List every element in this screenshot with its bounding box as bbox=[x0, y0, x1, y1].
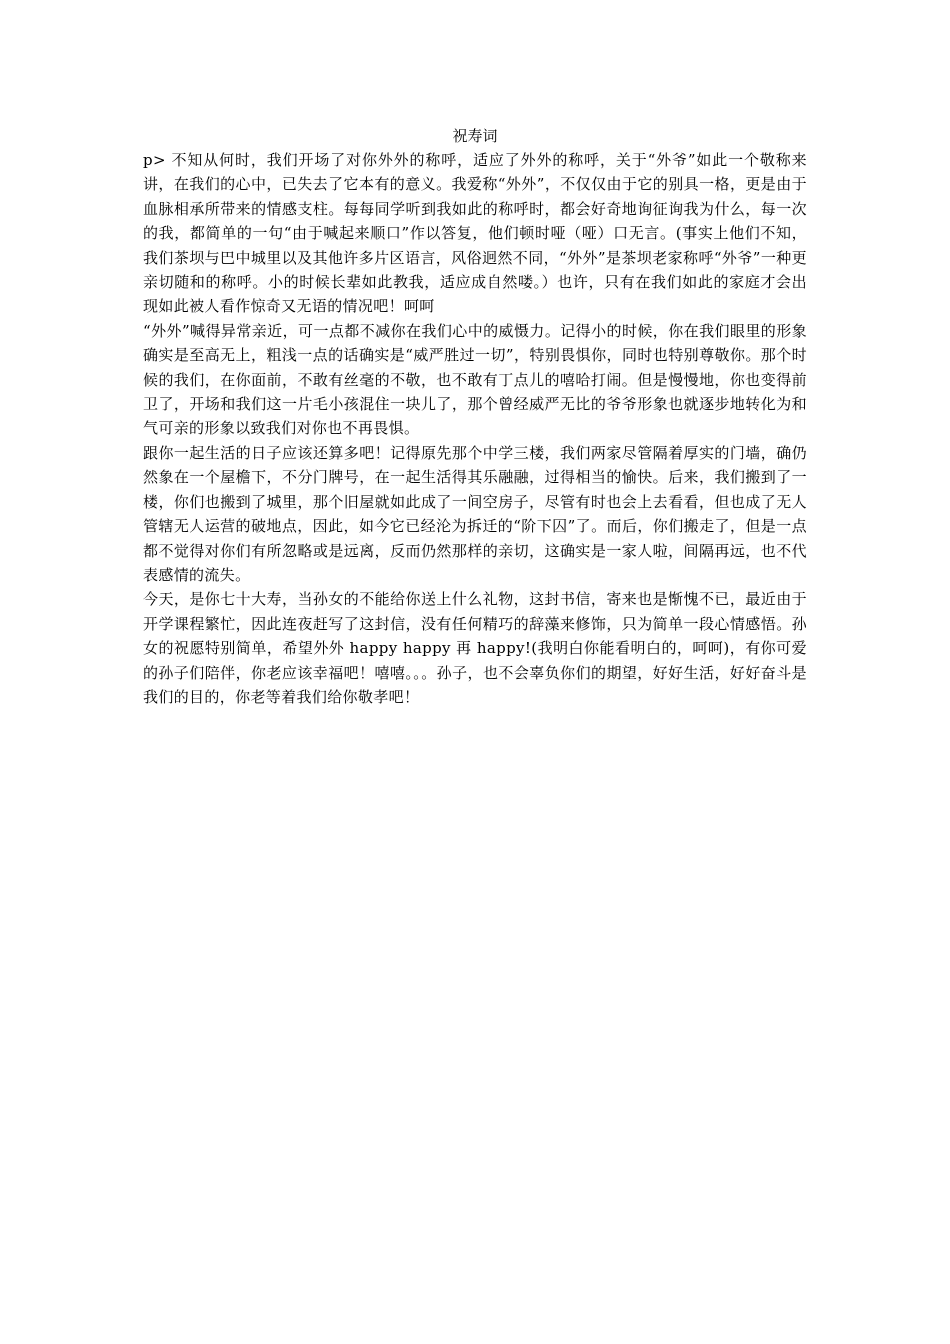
document-page bbox=[143, 124, 807, 709]
paragraph-1: p> 不知从何时，我们开场了对你外外的称呼，适应了外外的称呼，关于“外爷”如此一个敬称来讲，在我们的心中，已失去了它本有的意义。我爱称“外外”，不仅仅由于它的别具一格，更是由于血脉相承所带来的情感支柱。每每同学听到我如此的称呼时，都会好奇地询征询我为什么，每一次的我，都简单的一句“由于喊起来顺口”作以答复，他们顿时哑（哑）口无言。(事实上他们不知，我们茶坝与巴中城里以及其他许多片区语言，风俗迥然不同，“外外”是茶坝老家称呼“外爷”一种更亲切随和的称呼。小的时候长辈如此教我，适应成自然喽。）也许，只有在我们如此的家庭才会出现如此被人看作惊奇又无语的情况吧！呵呵 bbox=[143, 151, 807, 316]
paragraph-3: 跟你一起生活的日子应该还算多吧！记得原先那个中学三楼，我们两家尽管隔着厚实的门墙，确仍然象在一个屋檐下，不分门牌号，在一起生活得其乐融融，过得相当的愉快。后来，我们搬到了一楼，你们也搬到了城里，那个旧屋就如此成了一间空房子，尽管有时也会上去看看，但也成了无人管辖无人运营的破地点，因此，如今它已经沦为拆迁的“阶下囚”了。而后，你们搬走了，但是一点都不觉得对你们有所忽略或是远离，反而仍然那样的亲切，这确实是一家人啦，间隔再远，也不代表感情的流失。 bbox=[143, 443, 807, 584]
paragraph-2: “外外”喊得异常亲近，可一点都不减你在我们心中的威慑力。记得小的时候，你在我们眼里的形象确实是至高无上，粗浅一点的话确实是“威严胜过一切”，特别畏惧你，同时也特别尊敬你。那个时候的我们，在你面前，不敢有丝毫的不敬，也不敢有丁点儿的嘻哈打闹。但是慢慢地，你也变得前卫了，开场和我们这一片毛小孩混住一块儿了，那个曾经威严无比的爷爷形象也就逐步地转化为和气可亲的形象以致我们对你也不再畏惧。 bbox=[143, 321, 807, 438]
paragraph-4: 今天，是你七十大寿，当孙女的不能给你送上什么礼物，这封书信，寄来也是惭愧不已，最近由于开学课程繁忙，因此连夜赶写了这封信，没有任何精巧的辞藻来修饰，只为简单一段心情感悟。孙女的祝愿特别简单，希望外外 happy happy 再 happy!(我明白你能看明白的，呵呵)，有你可爱的孙子们陪伴，你老应该幸福吧！嘻嘻。。。孙子，也不会辜负你们的期望，好好生活，好好奋斗是我们的目的，你老等着我们给你敬孝吧！ bbox=[143, 590, 807, 706]
document-title: 祝寿词 bbox=[452, 127, 498, 145]
